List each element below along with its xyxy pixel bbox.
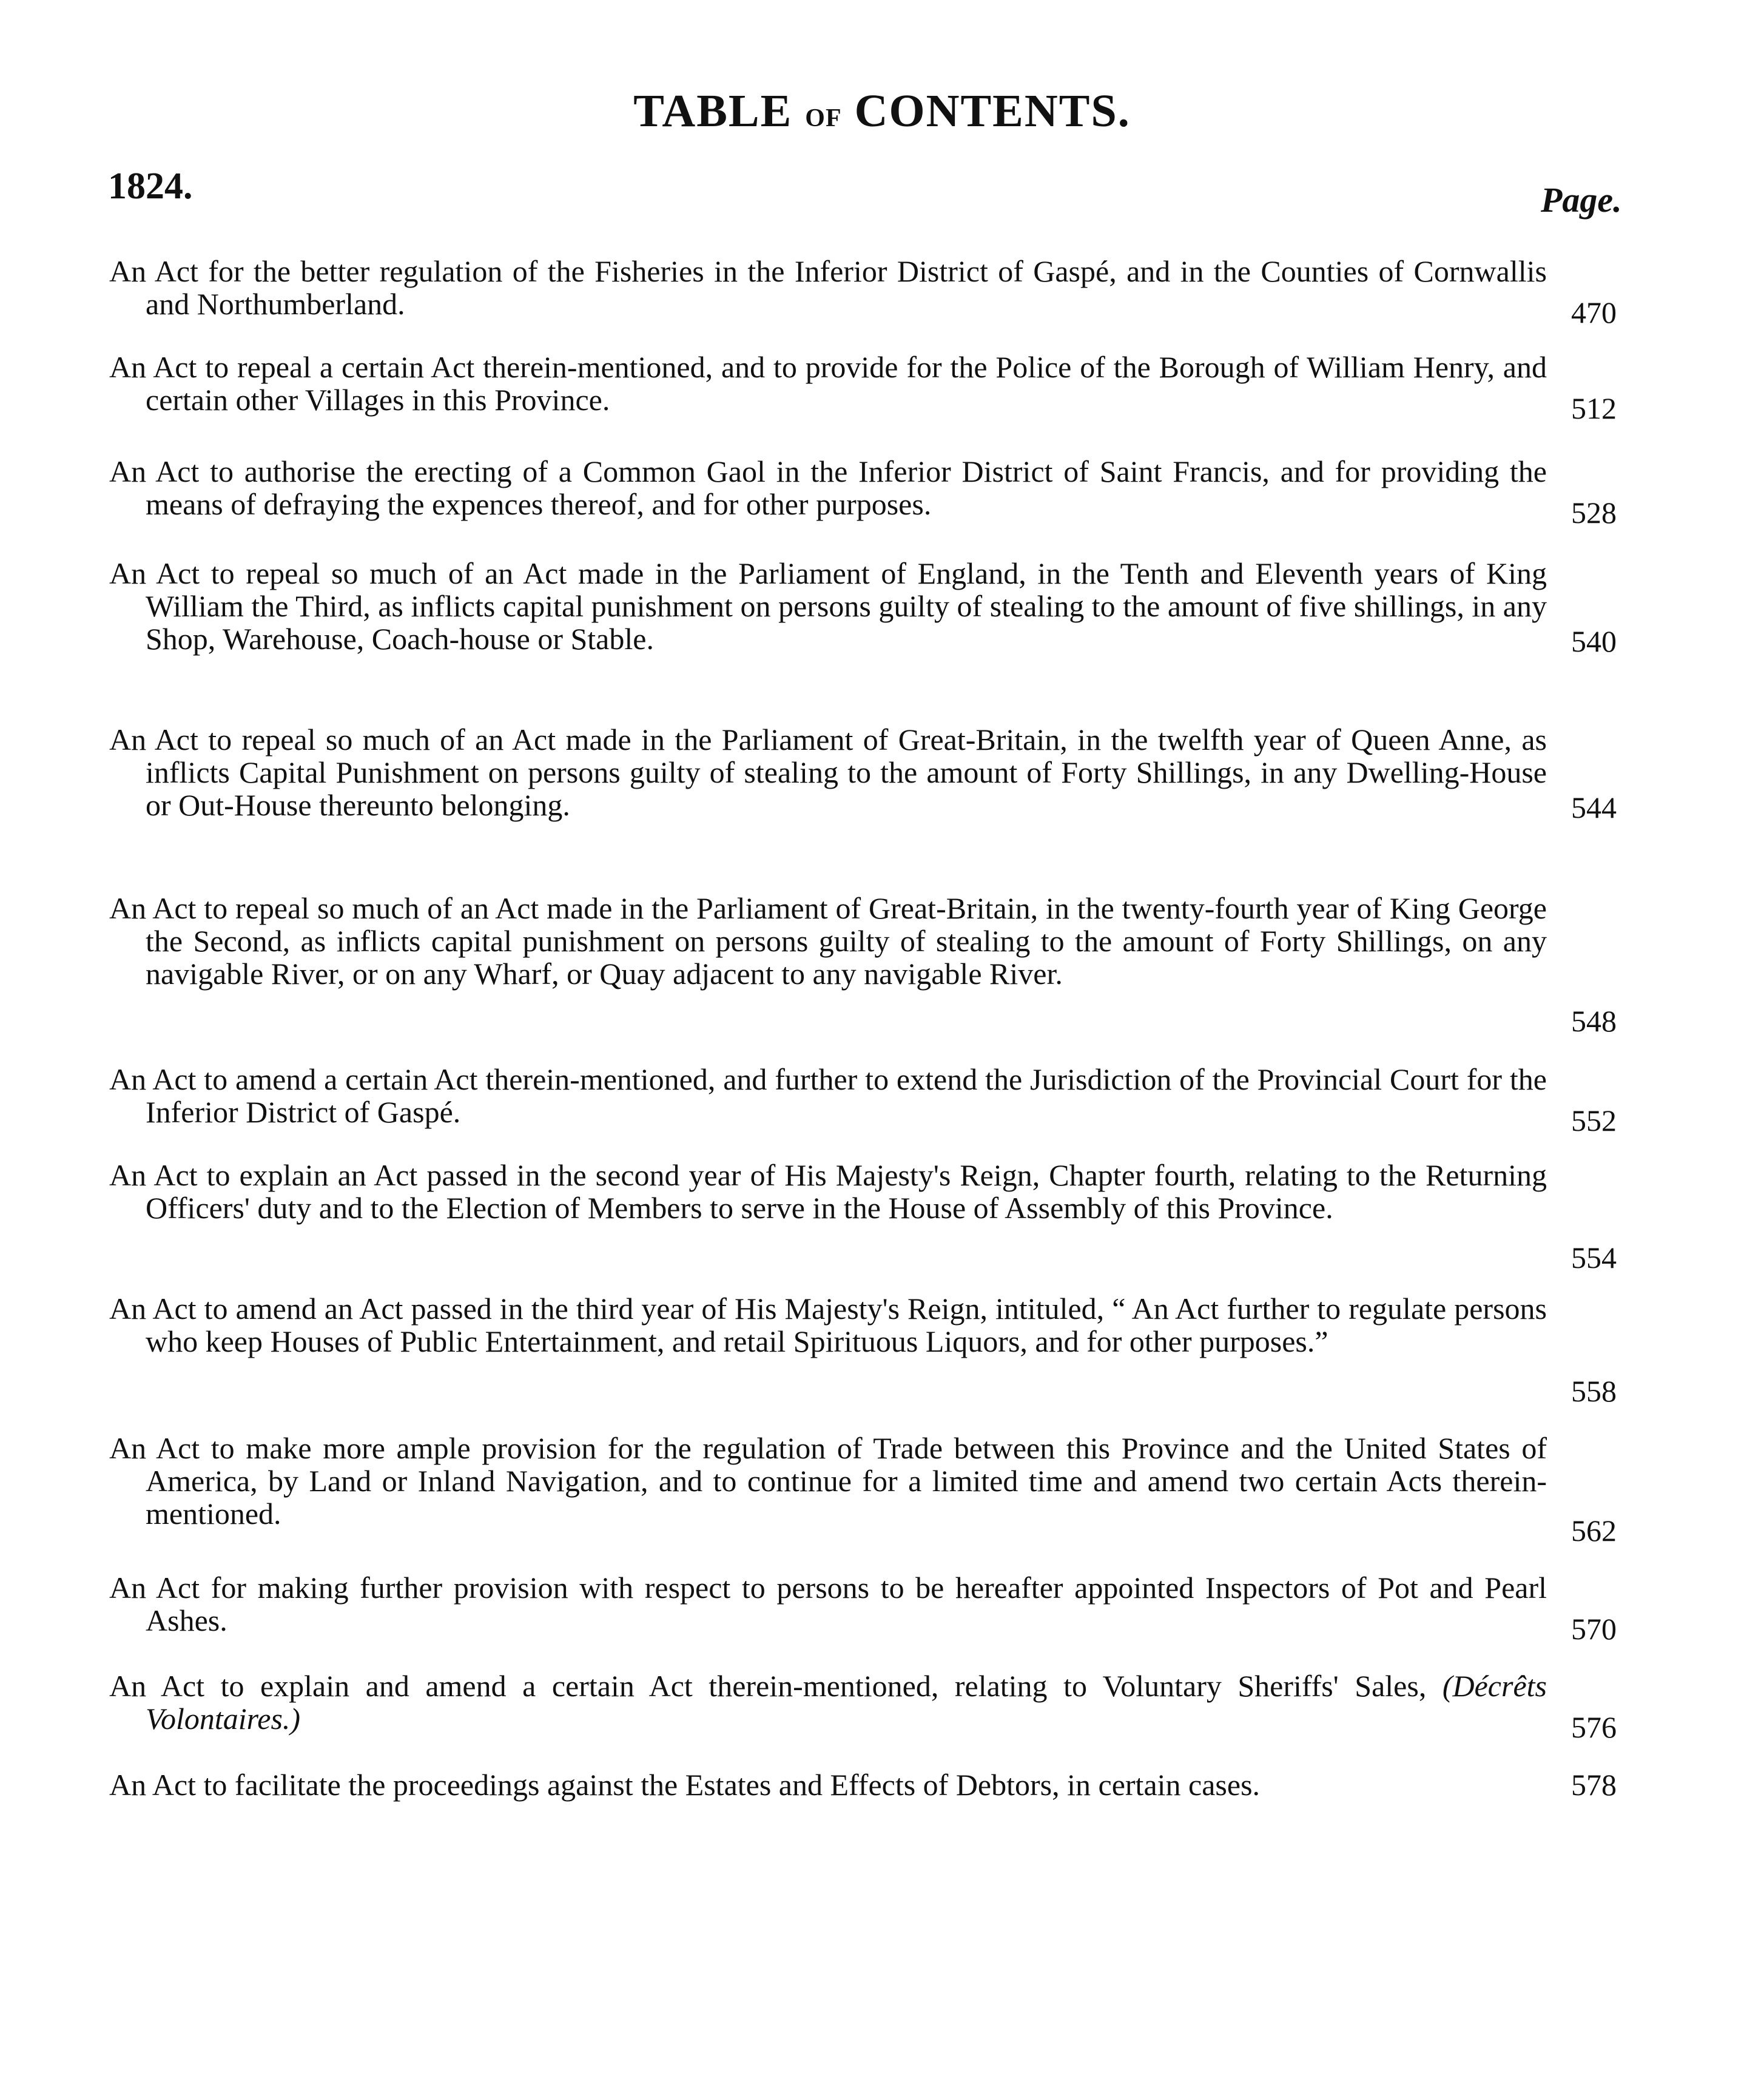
toc-entry <box>109 1768 1617 1802</box>
entry-page-number: 558 <box>1571 1374 1617 1408</box>
entry-text-italic: (Décrêts Volontaires.) <box>146 1669 1547 1736</box>
toc-entry <box>109 454 1617 530</box>
entry-text: An Act for the better regulation of the Fisheries in the Inferior District of Gaspé, and in the Counties of Cornwallis and Northumberland. <box>109 254 1547 321</box>
toc-entry <box>109 723 1617 824</box>
entry-page-number: 562 <box>1571 1514 1617 1548</box>
entry-page-number: 470 <box>1571 295 1617 329</box>
year-heading: 1824. <box>108 166 193 207</box>
entry-page-number: 578 <box>1571 1768 1617 1802</box>
entry-text: An Act to repeal a certain Act therein-mentioned, and to provide for the Police of the Borough of William Henry, and certain other Villages in this Province. <box>109 350 1547 417</box>
page-title <box>0 85 1764 138</box>
entry-page-number: 544 <box>1571 790 1617 824</box>
toc-entry <box>109 1669 1617 1744</box>
toc-entry <box>109 1431 1617 1548</box>
toc-entry <box>109 1158 1617 1275</box>
entry-page-number: 570 <box>1571 1612 1617 1646</box>
page-column-label: Page. <box>1541 180 1622 220</box>
entry-text: An Act to amend an Act passed in the third year of His Majesty's Reign, intituled, “ An Act further to regulate persons who keep Houses of Public Entertainment, and retail Spirituous Liquors, and for other purposes.” <box>109 1292 1547 1358</box>
entry-text: An Act to authorise the erecting of a Common Gaol in the Inferior District of Saint Francis, and for providing the means of defraying the expences thereof, and for other purposes. <box>109 454 1547 521</box>
toc-entry <box>109 350 1617 425</box>
title-of: OF <box>805 104 842 132</box>
entry-text: An Act to amend a certain Act therein-mentioned, and further to extend the Jurisdiction of the Provincial Court for the Inferior District of Gaspé. <box>109 1062 1547 1129</box>
toc-entry <box>109 254 1617 329</box>
entry-page-number: 540 <box>1571 624 1617 658</box>
entry-text: An Act to repeal so much of an Act made in the Parliament of England, in the Tenth and Eleventh years of King William the Third, as inflicts capital punishment on persons guilty of stealing to the amount of five shillings, in any Shop, Warehouse, Coach-house or Stable. <box>109 556 1547 656</box>
entry-page-number: 576 <box>1571 1710 1617 1744</box>
entry-text: An Act to facilitate the proceedings against the Estates and Effects of Debtors, in certain cases. <box>109 1768 1261 1802</box>
entry-text: An Act to repeal so much of an Act made in the Parliament of Great-Britain, in the twenty-fourth year of King George the Second, as inflicts capital punishment on persons guilty of stealing to the amount of Forty Shillings, on any navigable River, or on any Wharf, or Quay adjacent to any navigable River. <box>109 891 1547 991</box>
title-suffix: CONTENTS. <box>854 86 1131 136</box>
toc-entry <box>109 1062 1617 1137</box>
entry-page-number: 548 <box>1571 1004 1617 1038</box>
entry-text: An Act to make more ample provision for the regulation of Trade between this Province and the United States of America, by Land or Inland Navigation, and to continue for a limited time and amend two certain Acts therein-mentioned. <box>109 1431 1547 1531</box>
toc-entry <box>109 1571 1617 1646</box>
toc-entry <box>109 1292 1617 1408</box>
entry-text <box>109 1670 1547 1735</box>
entry-text-main: An Act to explain and amend a certain Act therein-mentioned, relating to Voluntary Sheriffs' Sales, <box>109 1669 1427 1703</box>
entry-page-number: 554 <box>1571 1241 1617 1275</box>
title-prefix: TABLE <box>633 86 793 136</box>
toc-entry <box>109 891 1617 1038</box>
toc-entry <box>109 556 1617 658</box>
entry-page-number: 512 <box>1571 391 1617 425</box>
entry-page-number: 528 <box>1571 496 1617 530</box>
entry-text: An Act for making further provision with respect to persons to be hereafter appointed Inspectors of Pot and Pearl Ashes. <box>109 1571 1547 1637</box>
entry-page-number: 552 <box>1571 1104 1617 1137</box>
entry-text: An Act to repeal so much of an Act made in the Parliament of Great-Britain, in the twelfth year of Queen Anne, as inflicts Capital Punishment on persons guilty of stealing to the amount of Forty Shillings, in any Dwelling-House or Out-House thereunto belonging. <box>109 723 1547 822</box>
entry-text: An Act to explain an Act passed in the second year of His Majesty's Reign, Chapter fourth, relating to the Returning Officers' duty and to the Election of Members to serve in the House of Assembly of this Province. <box>109 1158 1547 1225</box>
